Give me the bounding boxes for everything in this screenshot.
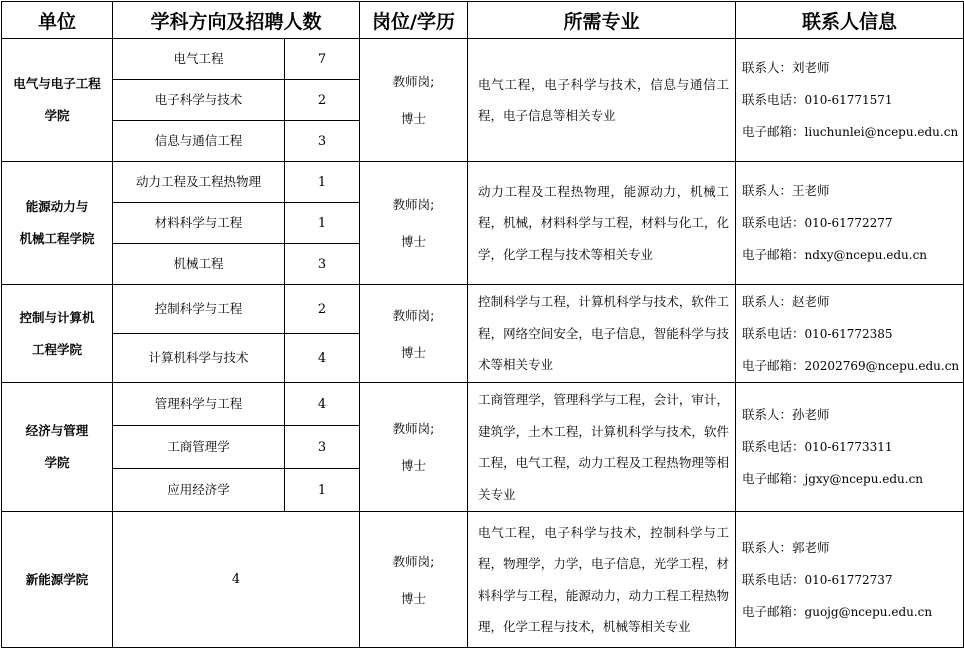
subject-name: 工商管理学 — [113, 426, 285, 469]
email-link[interactable]: ndxy@ncepu.edu.cn — [804, 248, 928, 262]
unit-name: 电气与电子工程 — [13, 76, 101, 91]
unit-cell — [2, 39, 113, 162]
unit-cell — [2, 383, 113, 512]
unit-cell — [2, 512, 113, 648]
subject-count: 4 — [113, 512, 360, 648]
unit-name: 控制与计算机 — [19, 309, 95, 325]
position-degree: 博士 — [401, 590, 427, 606]
header-contact: 联系人信息 — [736, 2, 964, 39]
email-link[interactable]: 20202769@ncepu.edu.cn — [804, 358, 960, 373]
subject-name: 管理科学与工程 — [113, 383, 285, 426]
unit-name: 学院 — [44, 108, 70, 123]
unit-name: 机械工程学院 — [19, 231, 95, 246]
contact-person: 联系人：王老师 — [742, 183, 830, 198]
subject-count: 2 — [285, 285, 360, 334]
contact-phone: 联系电话：010-61772277 — [742, 215, 893, 230]
contact-phone: 联系电话：010-61773311 — [742, 439, 893, 454]
position-cell — [360, 39, 468, 162]
subject-count: 3 — [285, 244, 360, 285]
major-cell: 控制科学与工程，计算机科学与技术，软件工程，网络空间安全，电子信息，智能科学与技术等相关专业 — [468, 285, 736, 383]
subject-name: 控制科学与工程 — [113, 285, 285, 334]
contact-email: 电子邮箱：20202769@ncepu.edu.cn — [742, 357, 960, 373]
position-degree: 博士 — [401, 458, 427, 473]
unit-name: 能源动力与 — [25, 199, 89, 214]
position-degree: 博士 — [401, 111, 427, 126]
contact-email: 电子邮箱：ndxy@ncepu.edu.cn — [742, 247, 928, 262]
header-position: 岗位/学历 — [360, 2, 468, 39]
position-cell — [360, 383, 468, 512]
major-cell: 工商管理学，管理科学与工程，会计，审计，建筑学，土木工程，计算机科学与技术，软件工程，电气工程，动力工程及工程热物理等相关专业 — [468, 383, 736, 512]
subject-name: 信息与通信工程 — [113, 121, 285, 162]
unit-name: 工程学院 — [31, 341, 82, 357]
subject-count: 3 — [285, 121, 360, 162]
subject-count: 2 — [285, 80, 360, 121]
subject-name: 机械工程 — [113, 244, 285, 285]
unit-name: 经济与管理 — [25, 423, 89, 438]
contact-phone: 联系电话：010-61771571 — [742, 92, 893, 107]
subject-name: 计算机科学与技术 — [113, 334, 285, 383]
major-cell: 动力工程及工程热物理，能源动力，机械工程，机械，材料科学与工程，材料与化工，化学，化学工程与技术等相关专业 — [468, 162, 736, 285]
subject-count: 1 — [285, 162, 360, 203]
recruitment-table — [1, 1, 964, 648]
major-cell: 电气工程，电子科学与技术，控制科学与工程，物理学，力学，电子信息，光学工程，材料科学与工程，能源动力，动力工程工程热物理，化学工程与技术，机械等相关专业 — [468, 512, 736, 648]
position-title: 教师岗; — [392, 74, 435, 89]
contact-phone: 联系电话：010-61772385 — [742, 325, 893, 341]
contact-person: 联系人：刘老师 — [742, 60, 830, 75]
position-degree: 博士 — [401, 344, 427, 360]
contact-cell — [736, 285, 964, 383]
contact-email: 电子邮箱：guojg@ncepu.edu.cn — [742, 603, 933, 619]
unit-cell — [2, 285, 113, 383]
email-link[interactable]: liuchunlei@ncepu.edu.cn — [804, 125, 959, 139]
contact-person: 联系人：孙老师 — [742, 407, 830, 422]
header-unit: 单位 — [2, 2, 113, 39]
header-row — [2, 2, 964, 39]
email-link[interactable]: guojg@ncepu.edu.cn — [804, 604, 933, 619]
position-title: 教师岗; — [392, 197, 435, 212]
table-row — [2, 285, 964, 334]
subject-name: 电气工程 — [113, 39, 285, 80]
contact-email: 电子邮箱：jgxy@ncepu.edu.cn — [742, 471, 924, 486]
subject-name: 动力工程及工程热物理 — [113, 162, 285, 203]
position-cell — [360, 512, 468, 648]
position-cell — [360, 162, 468, 285]
unit-cell — [2, 162, 113, 285]
subject-count: 1 — [285, 469, 360, 512]
subject-count: 4 — [285, 334, 360, 383]
unit-name: 新能源学院 — [25, 571, 89, 587]
position-title: 教师岗; — [392, 307, 435, 323]
table-row — [2, 162, 964, 203]
contact-cell — [736, 39, 964, 162]
subject-count: 7 — [285, 39, 360, 80]
subject-name: 应用经济学 — [113, 469, 285, 512]
contact-phone: 联系电话：010-61772737 — [742, 571, 893, 587]
unit-name: 学院 — [44, 455, 70, 470]
contact-person: 联系人：赵老师 — [742, 293, 830, 309]
subject-count: 3 — [285, 426, 360, 469]
table-row — [2, 512, 964, 648]
contact-cell — [736, 383, 964, 512]
contact-person: 联系人：郭老师 — [742, 539, 830, 555]
contact-cell — [736, 512, 964, 648]
subject-count: 4 — [285, 383, 360, 426]
header-major: 所需专业 — [468, 2, 736, 39]
subject-name: 材料科学与工程 — [113, 203, 285, 244]
contact-email: 电子邮箱：liuchunlei@ncepu.edu.cn — [742, 124, 959, 139]
position-title: 教师岗; — [392, 421, 435, 436]
position-title: 教师岗; — [392, 553, 435, 569]
table-row — [2, 39, 964, 80]
table-row — [2, 383, 964, 426]
major-cell: 电气工程，电子科学与技术，信息与通信工程，电子信息等相关专业 — [468, 39, 736, 162]
email-link[interactable]: jgxy@ncepu.edu.cn — [804, 472, 924, 486]
header-subject: 学科方向及招聘人数 — [113, 2, 360, 39]
position-degree: 博士 — [401, 234, 427, 249]
position-cell — [360, 285, 468, 383]
subject-count: 1 — [285, 203, 360, 244]
subject-name: 电子科学与技术 — [113, 80, 285, 121]
contact-cell — [736, 162, 964, 285]
